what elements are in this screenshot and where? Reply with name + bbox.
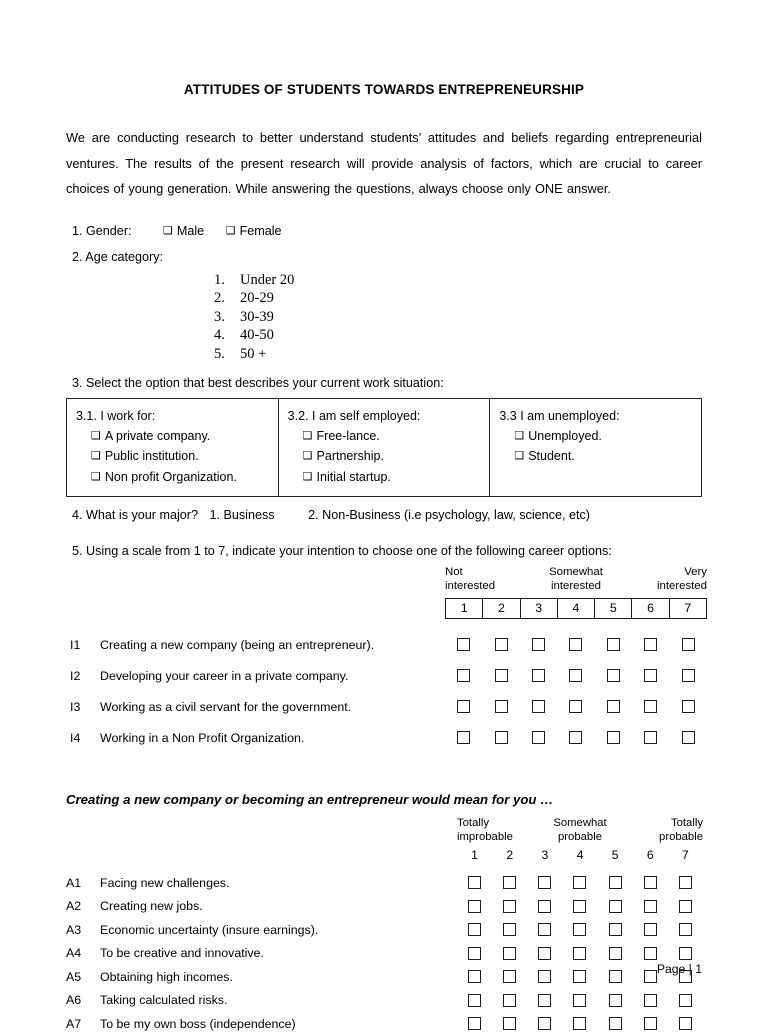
work-option-label: A private company. — [104, 428, 211, 443]
list-item[interactable] — [214, 345, 702, 364]
checkbox-icon[interactable]: ❑ — [91, 469, 101, 483]
probability-anchor-labels — [457, 807, 703, 845]
checkbox-icon[interactable] — [682, 638, 695, 651]
anchor-somewhat-interested — [532, 566, 619, 594]
table-row — [66, 722, 702, 753]
anchor-line-1: Somewhat — [553, 817, 607, 830]
checkbox-icon[interactable] — [644, 638, 657, 651]
rating-cell-7[interactable] — [668, 994, 703, 1007]
checkbox-icon[interactable] — [457, 638, 470, 651]
rating-cell-6[interactable] — [633, 900, 668, 913]
rating-cell-3[interactable] — [527, 900, 562, 913]
rating-checkbox-row — [457, 876, 703, 889]
checkbox-icon[interactable]: ❑ — [302, 428, 313, 442]
item-label: Facing new challenges. — [100, 875, 230, 890]
anchor-totally-improbable — [457, 817, 539, 845]
rating-cell-5[interactable] — [595, 700, 632, 713]
rating-cell-4[interactable] — [562, 970, 597, 983]
checkbox-icon[interactable] — [495, 638, 508, 651]
rating-cell-6[interactable] — [633, 994, 668, 1007]
rating-cell-6[interactable] — [633, 923, 668, 936]
checkbox-icon[interactable] — [569, 731, 582, 744]
checkbox-icon[interactable]: ❑ — [302, 449, 313, 463]
rating-cell-5[interactable] — [598, 923, 633, 936]
table-row — [66, 629, 702, 660]
anchor-line-2: interested — [550, 580, 601, 593]
checkbox-icon[interactable] — [538, 876, 551, 889]
section-a-heading: Creating a new company or becoming an entrepreneur would mean for you … — [66, 792, 554, 808]
checkbox-icon[interactable] — [607, 731, 620, 744]
work-option[interactable] — [76, 467, 269, 488]
rating-cell-2[interactable] — [492, 923, 527, 936]
rating-cell-3[interactable] — [527, 876, 562, 889]
gender-option-female-label: Female — [239, 223, 282, 238]
rating-cell-6[interactable] — [632, 638, 669, 651]
checkbox-icon[interactable] — [682, 669, 695, 682]
anchor-totally-probable — [621, 817, 703, 845]
work-option[interactable] — [499, 426, 692, 447]
work-situation-table — [66, 398, 702, 498]
question-3-label: 3. Select the option that best describes your current work situation: — [72, 375, 444, 390]
table-row — [66, 1012, 702, 1035]
checkbox-icon[interactable] — [457, 669, 470, 682]
work-situation-column-2 — [279, 399, 491, 497]
rating-cell-1[interactable] — [457, 876, 492, 889]
rating-cell-2[interactable] — [492, 994, 527, 1007]
work-situation-column-3 — [490, 399, 701, 497]
question-2-label: 2. Age category: — [72, 250, 164, 265]
rating-cell-5[interactable] — [598, 900, 633, 913]
checkbox-icon[interactable] — [644, 900, 657, 913]
rating-cell-3[interactable] — [520, 700, 557, 713]
checkbox-icon[interactable] — [644, 731, 657, 744]
checkbox-icon[interactable] — [609, 923, 622, 936]
question-5-label: 5. Using a scale from 1 to 7, indicate your intention to choose one of the following career options: — [72, 544, 612, 559]
item-code: I3 — [70, 699, 81, 714]
checkbox-icon[interactable] — [644, 923, 657, 936]
anchor-somewhat-probable — [539, 817, 621, 845]
checkbox-icon[interactable] — [609, 900, 622, 913]
rating-cell-6[interactable] — [632, 700, 669, 713]
checkbox-icon[interactable] — [503, 923, 516, 936]
checkbox-icon[interactable] — [679, 876, 692, 889]
work-column-heading: 3.3 I am unemployed: — [499, 408, 620, 423]
rating-cell-5[interactable] — [598, 994, 633, 1007]
intro-paragraph: We are conducting research to better understand students’ attitudes and beliefs regarding entrepreneurial ventures. The results of the present research will provide analysis of factors, which are crucial to career choices of young generation. While answering the questions, always choose only ONE answer. — [66, 130, 702, 197]
checkbox-icon[interactable] — [679, 947, 692, 960]
rating-cell-1[interactable] — [445, 700, 482, 713]
rating-cell-6[interactable] — [633, 876, 668, 889]
checkbox-icon[interactable]: ❑ — [91, 428, 101, 442]
rating-cell-4[interactable] — [562, 876, 597, 889]
item-label: Working as a civil servant for the government. — [100, 699, 352, 714]
major-option-business[interactable]: 1. Business — [209, 508, 275, 523]
checkbox-icon[interactable] — [644, 700, 657, 713]
rating-cell-1[interactable] — [445, 669, 482, 682]
anchor-line-1: Somewhat — [549, 566, 603, 579]
checkbox-icon[interactable] — [573, 994, 586, 1007]
rating-cell-1[interactable] — [445, 638, 482, 651]
age-option-number: 2. — [214, 290, 225, 307]
scale-number-cell: 1 — [446, 599, 483, 618]
checkbox-icon[interactable] — [682, 731, 695, 744]
age-option-number: 5. — [214, 346, 225, 362]
work-option-label: Free-lance. — [316, 428, 380, 443]
rating-cell-3[interactable] — [527, 994, 562, 1007]
work-column-heading: 3.2. I am self employed: — [287, 408, 421, 423]
checkbox-icon[interactable] — [679, 923, 692, 936]
anchor-line-2: improbable — [457, 831, 513, 844]
rating-cell-6[interactable] — [632, 669, 669, 682]
item-code: A1 — [66, 875, 82, 890]
rating-checkbox-row — [445, 638, 707, 651]
table-row — [66, 691, 702, 722]
scale-number-cell: 5 — [595, 599, 632, 618]
list-item[interactable] — [214, 308, 702, 327]
item-label: Developing your career in a private company. — [100, 668, 349, 683]
checkbox-icon[interactable] — [644, 669, 657, 682]
gender-options — [163, 222, 300, 242]
anchor-line-2: interested — [656, 580, 707, 593]
work-option[interactable] — [288, 446, 481, 467]
rating-cell-7[interactable] — [668, 900, 703, 913]
scale-number-cell: 3 — [521, 599, 558, 618]
list-item[interactable] — [214, 289, 702, 308]
rating-cell-2[interactable] — [492, 970, 527, 983]
checkbox-icon[interactable] — [468, 876, 481, 889]
work-option-label: Student. — [528, 449, 575, 464]
checkbox-icon[interactable]: ❑ — [163, 223, 173, 237]
rating-cell-7[interactable] — [670, 731, 707, 744]
gender-option-male-label: Male — [176, 223, 205, 238]
work-option[interactable] — [76, 426, 269, 447]
checkbox-icon[interactable] — [538, 923, 551, 936]
anchor-line-1: Not — [445, 566, 463, 579]
rating-cell-5[interactable] — [598, 876, 633, 889]
work-option[interactable] — [288, 467, 481, 488]
checkbox-icon[interactable] — [607, 638, 620, 651]
rating-cell-5[interactable] — [595, 669, 632, 682]
rating-cell-4[interactable] — [562, 994, 597, 1007]
table-row — [66, 965, 702, 989]
rating-cell-2[interactable] — [492, 900, 527, 913]
checkbox-icon[interactable] — [573, 947, 586, 960]
checkbox-icon[interactable] — [538, 900, 551, 913]
rating-cell-3[interactable] — [527, 970, 562, 983]
intention-anchor-labels — [445, 566, 707, 594]
checkbox-icon[interactable] — [538, 994, 551, 1007]
table-row — [66, 660, 702, 691]
checkbox-icon[interactable] — [503, 970, 516, 983]
scale-number: 2 — [506, 847, 514, 862]
rating-cell-2[interactable] — [492, 947, 527, 960]
anchor-line-2: probable — [659, 831, 703, 844]
item-label: To be my own boss (independence) — [100, 1016, 296, 1031]
work-option[interactable] — [499, 446, 692, 467]
checkbox-icon[interactable] — [532, 638, 545, 651]
rating-cell-7[interactable] — [668, 876, 703, 889]
checkbox-icon[interactable] — [569, 638, 582, 651]
checkbox-icon[interactable] — [503, 994, 516, 1007]
list-item[interactable] — [214, 271, 702, 290]
checkbox-icon[interactable] — [495, 700, 508, 713]
question-1-label: 1. Gender: — [72, 223, 132, 238]
checkbox-icon[interactable] — [569, 669, 582, 682]
checkbox-icon[interactable] — [569, 700, 582, 713]
rating-cell-5[interactable] — [598, 947, 633, 960]
rating-checkbox-row — [457, 900, 703, 913]
work-column-heading: 3.1. I work for: — [76, 408, 156, 423]
scale-number: 5 — [611, 847, 619, 862]
checkbox-icon[interactable] — [468, 947, 481, 960]
item-code: A6 — [66, 993, 82, 1008]
checkbox-icon[interactable] — [573, 900, 586, 913]
rating-cell-2[interactable] — [482, 731, 519, 744]
item-code: A3 — [66, 922, 82, 937]
rating-cell-4[interactable] — [557, 638, 594, 651]
anchor-line-1: Totally — [457, 817, 490, 830]
item-code: A5 — [66, 969, 82, 984]
scale-number: 7 — [682, 847, 689, 862]
rating-cell-4[interactable] — [562, 923, 597, 936]
checkbox-icon[interactable] — [609, 970, 622, 983]
checkbox-icon[interactable] — [457, 700, 470, 713]
checkbox-icon[interactable] — [644, 970, 657, 983]
checkbox-icon[interactable]: ❑ — [514, 428, 525, 442]
rating-cell-4[interactable] — [562, 947, 597, 960]
rating-cell-1[interactable] — [445, 731, 482, 744]
rating-cell-3[interactable] — [520, 731, 557, 744]
work-option[interactable] — [76, 446, 269, 467]
rating-checkbox-row — [445, 731, 707, 744]
checkbox-icon[interactable] — [573, 876, 586, 889]
table-row — [66, 988, 702, 1012]
rating-cell-4[interactable] — [557, 731, 594, 744]
anchor-not-interested — [445, 566, 532, 594]
age-option-label: 30-39 — [240, 308, 274, 325]
intention-scale-header — [66, 558, 707, 619]
work-situation-column-1 — [67, 399, 279, 497]
item-code: I2 — [70, 668, 81, 683]
scale-number-cell: 6 — [632, 599, 669, 618]
rating-checkbox-row — [457, 947, 703, 960]
age-option-number: 4. — [214, 327, 225, 344]
gender-option-male[interactable] — [163, 222, 204, 242]
checkbox-icon[interactable] — [679, 994, 692, 1007]
rating-cell-1[interactable] — [457, 900, 492, 913]
rating-cell-6[interactable] — [632, 731, 669, 744]
rating-cell-5[interactable] — [595, 731, 632, 744]
rating-cell-7[interactable] — [668, 947, 703, 960]
checkbox-icon[interactable] — [609, 876, 622, 889]
table-row — [66, 918, 702, 942]
checkbox-icon[interactable] — [538, 947, 551, 960]
item-code: A2 — [66, 899, 82, 914]
work-option-label: Unemployed. — [528, 428, 602, 443]
rating-cell-2[interactable] — [482, 700, 519, 713]
rating-cell-3[interactable] — [527, 947, 562, 960]
anchor-very-interested — [620, 566, 707, 594]
age-category-list — [66, 268, 702, 364]
intention-scale-numbers — [445, 598, 707, 619]
probability-items — [66, 862, 702, 1035]
checkbox-icon[interactable] — [573, 970, 586, 983]
checkbox-icon[interactable] — [609, 994, 622, 1007]
item-label: Creating new jobs. — [100, 899, 203, 914]
question-1-gender — [66, 222, 702, 242]
scale-number: 4 — [576, 847, 584, 862]
item-code: A7 — [66, 1016, 82, 1031]
question-4-label: 4. What is your major? — [72, 508, 198, 523]
rating-cell-7[interactable] — [670, 669, 707, 682]
item-label: To be creative and innovative. — [100, 946, 264, 961]
checkbox-icon[interactable] — [682, 700, 695, 713]
scale-number-cell: 4 — [558, 599, 595, 618]
rating-cell-1[interactable] — [457, 923, 492, 936]
rating-cell-7[interactable] — [670, 638, 707, 651]
checkbox-icon[interactable] — [607, 700, 620, 713]
rating-cell-5[interactable] — [595, 638, 632, 651]
checkbox-icon[interactable] — [573, 923, 586, 936]
item-label: Working in a Non Profit Organization. — [100, 730, 305, 745]
checkbox-icon[interactable] — [468, 994, 481, 1007]
intention-items — [66, 619, 702, 753]
checkbox-icon[interactable] — [495, 669, 508, 682]
rating-cell-2[interactable] — [482, 638, 519, 651]
item-code: I4 — [70, 730, 81, 745]
age-option-number: 1. — [214, 271, 225, 288]
checkbox-icon[interactable]: ❑ — [225, 223, 236, 237]
rating-cell-1[interactable] — [457, 970, 492, 983]
work-option[interactable] — [288, 426, 481, 447]
work-option-label: Initial startup. — [316, 469, 391, 484]
rating-cell-1[interactable] — [457, 947, 492, 960]
rating-cell-1[interactable] — [457, 994, 492, 1007]
checkbox-icon[interactable] — [644, 947, 657, 960]
rating-checkbox-row — [445, 669, 707, 682]
rating-cell-4[interactable] — [557, 669, 594, 682]
checkbox-icon[interactable] — [457, 731, 470, 744]
gender-option-female[interactable] — [226, 222, 282, 242]
checkbox-icon[interactable] — [532, 669, 545, 682]
page-footer: Page | 1 — [656, 962, 702, 976]
rating-checkbox-row — [457, 994, 703, 1007]
scale-number-cell: 7 — [684, 601, 692, 616]
anchor-line-2: interested — [445, 580, 496, 593]
checkbox-icon[interactable] — [503, 876, 516, 889]
probability-scale-numbers — [457, 848, 703, 862]
work-option-label: Non profit Organization. — [104, 469, 237, 484]
table-row — [66, 941, 702, 965]
checkbox-icon[interactable] — [538, 970, 551, 983]
list-item[interactable] — [214, 326, 702, 345]
checkbox-icon[interactable]: ❑ — [514, 449, 525, 463]
checkbox-icon[interactable] — [607, 669, 620, 682]
scale-number: 3 — [541, 847, 549, 862]
rating-cell-2[interactable] — [482, 669, 519, 682]
rating-checkbox-row — [445, 700, 707, 713]
age-option-label: 20-29 — [240, 290, 274, 307]
checkbox-icon[interactable] — [468, 923, 481, 936]
item-label: Taking calculated risks. — [100, 993, 228, 1008]
rating-cell-3[interactable] — [520, 638, 557, 651]
age-option-label: 50 + — [240, 346, 267, 362]
rating-cell-4[interactable] — [562, 900, 597, 913]
checkbox-icon[interactable]: ❑ — [91, 449, 101, 463]
rating-checkbox-row — [457, 923, 703, 936]
checkbox-icon[interactable] — [495, 731, 508, 744]
checkbox-icon[interactable] — [468, 970, 481, 983]
scale-number: 6 — [646, 847, 654, 862]
anchor-line-1: Totally — [670, 817, 703, 830]
item-label: Creating a new company (being an entrepreneur). — [100, 637, 375, 652]
scale-number-cell: 2 — [483, 599, 520, 618]
demographics-section — [66, 202, 702, 523]
item-label: Economic uncertainty (insure earnings). — [100, 922, 319, 937]
rating-cell-4[interactable] — [557, 700, 594, 713]
rating-cell-7[interactable] — [670, 700, 707, 713]
age-option-number: 3. — [214, 308, 225, 325]
checkbox-icon[interactable] — [503, 900, 516, 913]
checkbox-icon[interactable] — [503, 947, 516, 960]
item-code: I1 — [70, 637, 81, 652]
scale-number: 1 — [471, 847, 478, 862]
rating-cell-7[interactable] — [668, 923, 703, 936]
age-option-label: 40-50 — [240, 327, 274, 344]
rating-cell-3[interactable] — [520, 669, 557, 682]
major-option-non-business[interactable]: 2. Non-Business (i.e psychology, law, science, etc) — [308, 508, 590, 523]
question-4 — [66, 497, 702, 522]
rating-cell-2[interactable] — [492, 876, 527, 889]
checkbox-icon[interactable]: ❑ — [302, 469, 313, 483]
age-option-label: Under 20 — [240, 271, 295, 288]
table-row — [66, 894, 702, 918]
checkbox-icon[interactable] — [644, 994, 657, 1007]
item-code: A4 — [66, 946, 82, 961]
rating-cell-5[interactable] — [598, 970, 633, 983]
work-option-label: Public institution. — [104, 449, 199, 464]
anchor-line-2: probable — [558, 831, 602, 844]
checkbox-icon[interactable] — [532, 700, 545, 713]
rating-cell-3[interactable] — [527, 923, 562, 936]
checkbox-icon[interactable] — [679, 900, 692, 913]
rating-cell-6[interactable] — [633, 947, 668, 960]
page-title: ATTITUDES OF STUDENTS TOWARDS ENTREPRENEURSHIP — [183, 82, 585, 97]
work-option-label: Partnership. — [316, 449, 384, 464]
table-row — [66, 871, 702, 895]
checkbox-icon[interactable] — [532, 731, 545, 744]
checkbox-icon[interactable] — [468, 900, 481, 913]
anchor-line-1: Very — [684, 566, 707, 579]
checkbox-icon[interactable] — [609, 947, 622, 960]
item-label: Obtaining high incomes. — [100, 969, 233, 984]
checkbox-icon[interactable] — [644, 876, 657, 889]
